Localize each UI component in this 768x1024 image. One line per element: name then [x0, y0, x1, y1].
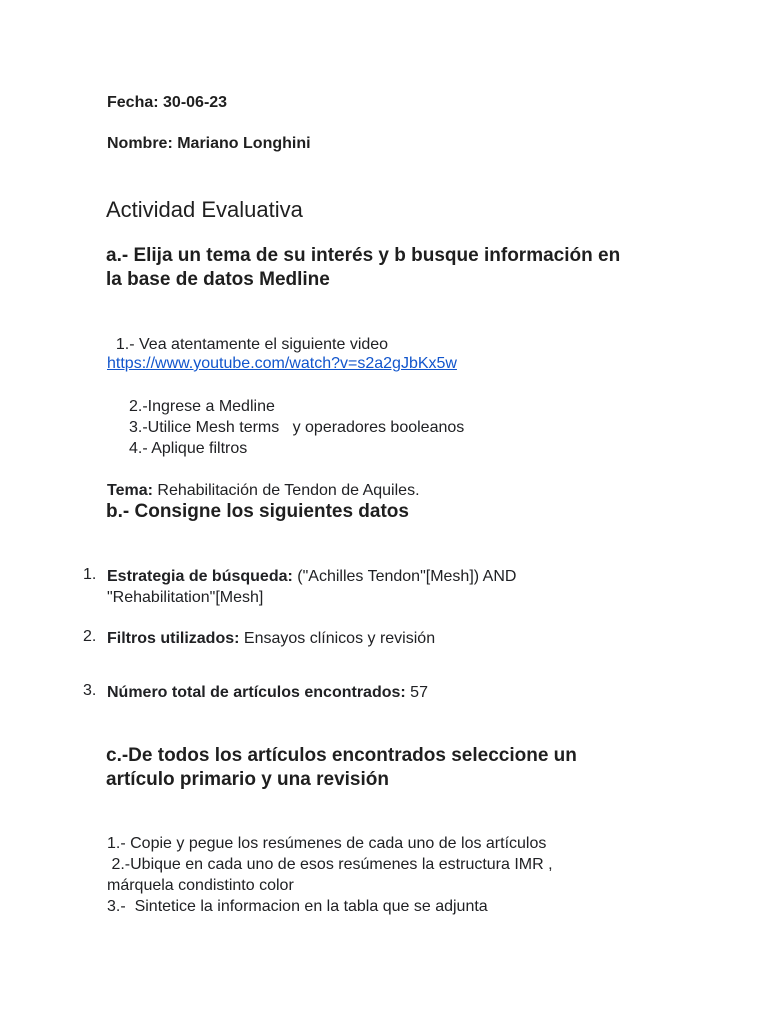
section-a-heading-line2: la base de datos Medline [106, 269, 330, 290]
filters-used-value: Ensayos clínicos y revisión [239, 630, 436, 647]
filters-used-line [107, 628, 435, 649]
section-c-heading-line1: c.-De todos los artículos encontrados seleccione un [106, 745, 577, 766]
search-strategy-label: Estrategia de búsqueda: [107, 568, 293, 585]
step-mesh-terms: 3.-Utilice Mesh terms y operadores booleanos [129, 419, 465, 436]
section-b-heading: b.- Consigne los siguientes datos [106, 501, 409, 522]
topic-value: Rehabilitación de Tendon de Aquiles. [152, 482, 420, 499]
instruction-summarize-table: 3.- Sintetice la informacion en la tabla que se adjunta [107, 898, 488, 915]
section-c-heading-line2: artículo primario y una revisión [106, 769, 389, 790]
instruction-mark-color: márquela condistinto color [107, 877, 294, 894]
list-item-number: 1. [83, 566, 97, 583]
instruction-imr-structure: 2.-Ubique en cada uno de esos resúmenes la estructura IMR , [107, 856, 553, 873]
total-articles-line [107, 682, 428, 703]
step-watch-video: 1.- Vea atentamente el siguiente video [107, 336, 389, 353]
topic-label: Tema: [107, 482, 153, 499]
filters-used-label: Filtros utilizados: [107, 630, 240, 647]
video-link[interactable]: https://www.youtube.com/watch?v=s2a2gJbKx5w [107, 355, 457, 372]
list-item-number: 3. [83, 682, 97, 699]
search-strategy-value: ("Achilles Tendon"[Mesh]) AND [292, 568, 517, 585]
name-label: Nombre: Mariano Longhini [107, 135, 311, 152]
topic-line [107, 480, 420, 501]
section-a-heading-line1: a.- Elija un tema de su interés y b busque información en [106, 245, 621, 266]
search-strategy-line1 [107, 566, 516, 587]
total-articles-label: Número total de artículos encontrados: [107, 684, 406, 701]
step-enter-medline: 2.-Ingrese a Medline [129, 398, 275, 415]
list-item-number: 2. [83, 628, 97, 645]
instruction-copy-abstracts: 1.- Copie y pegue los resúmenes de cada uno de los artículos [107, 835, 547, 852]
total-articles-value: 57 [405, 684, 428, 701]
step-apply-filters: 4.- Aplique filtros [129, 440, 248, 457]
date-label: Fecha: 30-06-23 [107, 94, 228, 111]
search-strategy-line2: "Rehabilitation"[Mesh] [107, 589, 264, 606]
page-title: Actividad Evaluativa [106, 197, 303, 222]
